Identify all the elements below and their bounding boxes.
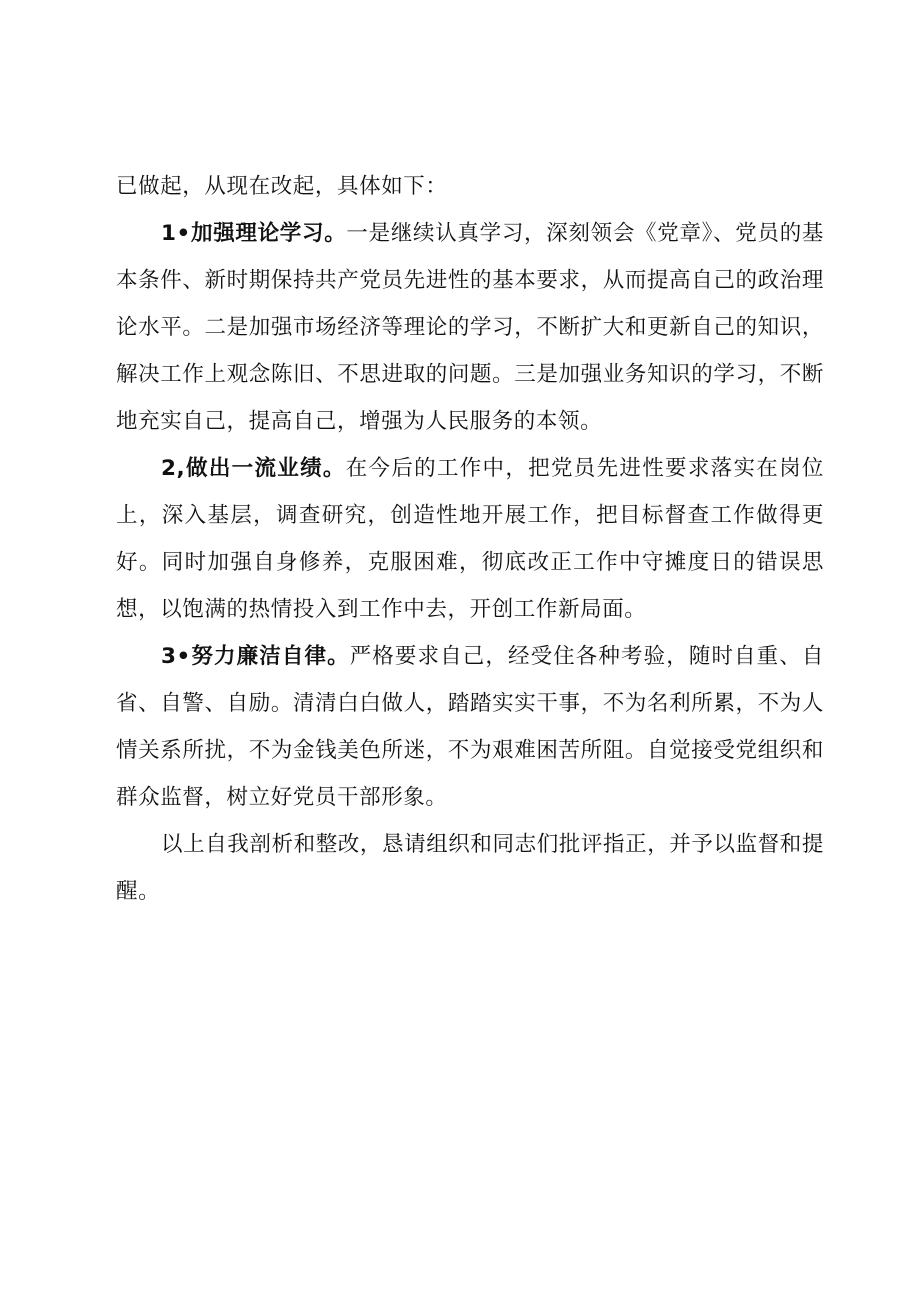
item-2-text: 在今后的工作中，把党员先进性要求落实在岗位上，深入基层，调查研究，创造性地开展工作，把目标督查工作做得更好。同时加强自身修养，克服困难，彻底改正工作中守摊度日的错误思想，以饱满的热情投入到工作中去，开创工作新局面。 (116, 456, 824, 622)
item-1-text: 一是继续认真学习，深刻领会《党章》、党员的基本条件、新时期保持共产党员先进性的基本要求，从而提高自己的政治理论水平。二是加强市场经济等理论的学习，不断扩大和更新自己的知识，解决工作上观念陈旧、不思进取的问题。三是加强业务知识的学习，不断地充实自己，提高自己，增强为人民服务的本领。 (116, 221, 825, 434)
item-3-paragraph (116, 633, 824, 821)
item-2-paragraph (116, 445, 824, 633)
item-3-heading: 3•努力廉洁自律。 (161, 644, 350, 669)
item-1-paragraph (116, 210, 824, 445)
intro-text: 已做起，从现在改起，具体如下： (116, 174, 448, 199)
item-2-heading: 2,做出一流业绩。 (161, 456, 346, 481)
item-1-heading: 1•加强理论学习。 (161, 221, 347, 246)
closing-paragraph (116, 821, 824, 915)
item-3-text: 严格要求自己，经受住各种考验，随时自重、自省、自警、自励。清清白白做人，踏踏实实干事，不为名利所累，不为人情关系所扰，不为金钱美色所迷，不为艰难困苦所阻。自觉接受党组织和群众监督，树立好党员干部形象。 (116, 644, 824, 810)
document-body (116, 163, 824, 915)
intro-paragraph (116, 163, 824, 210)
closing-text: 以上自我剖析和整改，恳请组织和同志们批评指正，并予以监督和提醒。 (116, 832, 825, 904)
